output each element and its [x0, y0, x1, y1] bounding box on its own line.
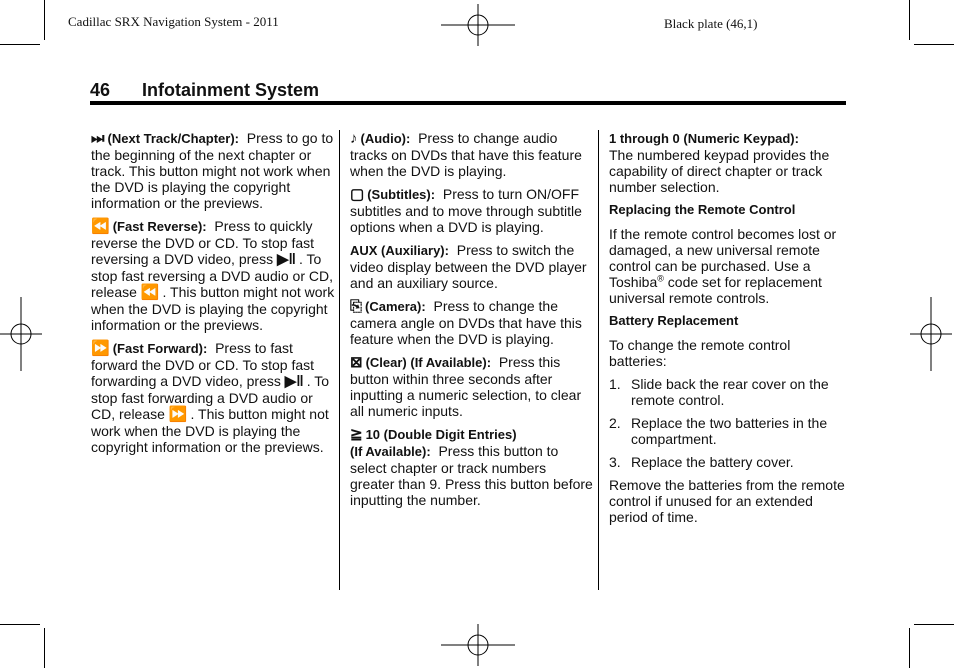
battery-steps	[609, 376, 846, 470]
aux-label: AUX (Auxiliary):	[350, 243, 449, 258]
registration-mark-top	[441, 4, 515, 46]
clear-label: (Clear) (If Available):	[365, 355, 492, 370]
fast-forward-text-3: . This button might not work when the DVD is playing the copyright information or the previews.	[91, 406, 329, 455]
play-pause-icon: ▶‖	[284, 373, 304, 390]
crop-mark	[44, 628, 45, 668]
print-header-right: Black plate (46,1)	[664, 16, 758, 31]
double-digit-entry	[350, 426, 594, 508]
crop-mark	[909, 0, 910, 40]
crop-mark	[914, 624, 954, 625]
crop-mark	[0, 44, 40, 45]
fast-reverse-label: (Fast Reverse):	[112, 219, 207, 234]
column-divider	[339, 130, 340, 590]
double-digit-icon: ≧	[350, 426, 363, 443]
replacing-remote-text-2: code set for replacement universal remote controls.	[609, 274, 822, 306]
fast-reverse-icon: ⏪	[91, 218, 110, 235]
keypad-text: The numbered keypad provides the capability of direct chapter or track number selection.	[609, 147, 830, 195]
keypad-entry	[609, 130, 846, 195]
camera-entry	[350, 298, 594, 347]
crop-mark	[909, 628, 910, 668]
column-2	[350, 130, 594, 515]
aux-entry	[350, 242, 594, 291]
audio-label: (Audio):	[360, 131, 411, 146]
fast-reverse-icon: ⏪	[140, 284, 160, 301]
crop-mark	[44, 0, 45, 40]
camera-text: Press to change the camera angle on DVDs that have this feature when the DVD is playing.	[350, 298, 582, 347]
music-note-icon: ♪	[350, 130, 358, 147]
print-header-left: Cadillac SRX Navigation System - 2011	[68, 14, 279, 29]
registration-mark-bottom	[441, 624, 515, 666]
replacing-remote-text	[609, 226, 846, 306]
fast-reverse-text-3: . This button might not work when the DVD is playing the copyright information or the previews.	[91, 284, 335, 333]
registered-mark: ®	[657, 273, 664, 284]
subtitles-icon: ▢	[350, 186, 365, 203]
column-1	[91, 130, 339, 462]
list-item	[609, 415, 846, 447]
clear-text: Press this button within three seconds after inputting a numeric selection, to clear all numeric inputs.	[350, 354, 582, 419]
battery-outro: Remove the batteries from the remote control if unused for an extended period of time.	[609, 477, 845, 525]
column-divider	[598, 130, 599, 590]
next-track-text: Press to go to the beginning of the next chapter or track. This button might not work when the DVD is playing the copyright information or the previews.	[91, 130, 334, 211]
crop-mark	[0, 624, 40, 625]
battery-intro: To change the remote control batteries:	[609, 337, 791, 369]
registration-mark-left	[0, 297, 42, 371]
subtitles-entry	[350, 186, 594, 235]
page-number: 46	[90, 80, 111, 100]
fast-forward-icon: ⏩	[91, 340, 110, 357]
clear-icon: ⊠	[350, 354, 363, 371]
fast-forward-label: (Fast Forward):	[112, 341, 208, 356]
crop-mark	[914, 44, 954, 45]
step-text: Slide back the rear cover on the remote control.	[631, 376, 829, 408]
step-text: Replace the two batteries in the compartment.	[631, 415, 828, 447]
audio-entry	[350, 130, 594, 179]
list-item	[609, 454, 846, 470]
step-number: 2.	[609, 415, 621, 431]
play-pause-icon: ▶‖	[276, 251, 296, 268]
fast-reverse-text: Press to quickly reverse the DVD or CD. To stop fast reversing a DVD video, press	[91, 218, 315, 267]
camera-label: (Camera):	[365, 299, 426, 314]
audio-text: Press to change audio tracks on DVDs that have this feature when the DVD is playing.	[350, 130, 582, 179]
replacing-remote-heading: Replacing the Remote Control	[609, 202, 796, 217]
fast-forward-text-2: . To stop fast forwarding a DVD audio or CD, release	[91, 373, 330, 422]
next-track-entry	[91, 130, 339, 211]
battery-heading: Battery Replacement	[609, 313, 739, 328]
fast-reverse-text-2: . To stop fast reversing a DVD audio or CD, release	[91, 251, 333, 300]
double-digit-text: Press this button to select chapter or track numbers greater than 9. Press this button before inputting the number.	[350, 443, 593, 508]
step-text: Replace the battery cover.	[631, 454, 794, 470]
next-track-label: (Next Track/Chapter):	[107, 131, 239, 146]
fast-forward-icon: ⏩	[168, 406, 188, 423]
subtitles-label: (Subtitles):	[367, 187, 436, 202]
camera-icon: ⎘	[350, 298, 363, 315]
clear-entry	[350, 354, 594, 419]
aux-text: Press to switch the video display between the DVD player and an auxiliary source.	[350, 242, 587, 291]
registration-mark-right	[910, 297, 952, 371]
double-digit-label-2: (If Available):	[350, 444, 431, 459]
next-track-icon: ⏭	[91, 130, 105, 147]
subtitles-text: Press to turn ON/OFF subtitles and to move through subtitle options when a DVD is playing.	[350, 186, 582, 235]
section-title: Infotainment System	[142, 80, 320, 100]
fast-reverse-entry	[91, 218, 339, 333]
step-number: 3.	[609, 454, 621, 470]
step-number: 1.	[609, 376, 621, 392]
fast-forward-entry	[91, 340, 339, 455]
fast-forward-text: Press to fast forward the DVD or CD. To stop fast forwarding a DVD video, press	[91, 340, 315, 389]
list-item	[609, 376, 846, 408]
replacing-remote-text-1: If the remote control becomes lost or damaged, a new universal remote control can be purchased. Use a Toshiba	[609, 226, 837, 290]
double-digit-label: 10 (Double Digit Entries)	[365, 427, 517, 442]
page-title	[90, 80, 319, 101]
title-rule	[90, 101, 846, 105]
column-3	[609, 130, 846, 532]
keypad-label: 1 through 0 (Numeric Keypad):	[609, 131, 799, 146]
